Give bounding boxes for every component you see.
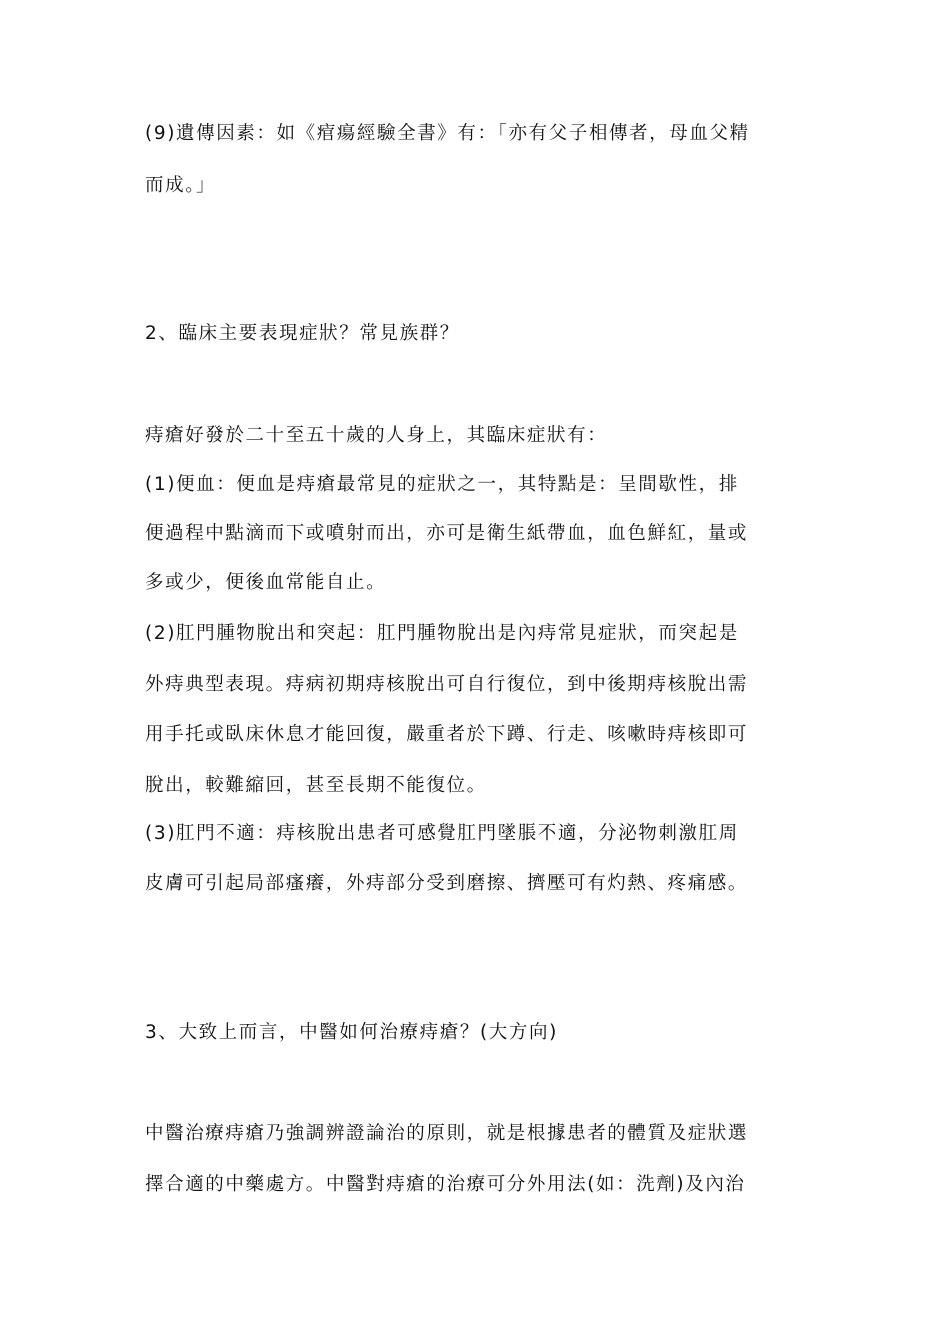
heredity-paragraph-line-1: (9)遺傳因素：如《痯瘍經驗全書》有：「亦有父子相傳者，母血父精 [145,123,750,144]
prolapse-paragraph-line-3: 用手托或臥床休息才能回復，嚴重者於下蹲、行走、咳嗽時痔核即可 [145,724,749,745]
treatment-paragraph-line-2: 擇合適的中藥處方。中醫對痔瘡的治療可分外用法(如：洗劑)及內治 [145,1174,746,1195]
treatment-paragraph-line-1: 中醫治療痔瘡乃強調辨證論治的原則，就是根據患者的體質及症狀選 [145,1123,749,1144]
bleeding-paragraph-line-2: 便過程中點滴而下或噴射而出，亦可是衛生紙帶血，血色鮮紅，量或 [145,523,749,544]
prolapse-paragraph-line-2: 外痔典型表現。痔病初期痔核脫出可自行復位，到中後期痔核脫出需 [145,674,749,695]
symptoms-intro: 痔瘡好發於二十至五十歲的人身上，其臨床症狀有： [145,425,608,446]
prolapse-paragraph-line-4: 脫出，較難縮回，甚至長期不能復位。 [145,775,487,796]
bleeding-paragraph-line-1: (1)便血：便血是痔瘡最常見的症狀之一，其特點是：呈間歇性，排 [145,474,739,495]
discomfort-paragraph-line-1: (3)肛門不適：痔核脫出患者可感覺肛門墜脹不適，分泌物刺激肛周 [145,823,739,844]
discomfort-paragraph-line-2: 皮膚可引起局部瘙癢，外痔部分受到磨擦、擠壓可有灼熱、疼痛感。 [145,873,749,894]
section-3-heading: 3、大致上而言，中醫如何治療痔瘡？(大方向) [145,1022,558,1043]
section-2-heading: 2、臨床主要表現症狀？常見族群？ [145,323,460,344]
bleeding-paragraph-line-3: 多或少，便後血常能自止。 [145,572,387,593]
heredity-paragraph-line-2: 而成。」 [145,175,217,196]
prolapse-paragraph-line-1: (2)肛門腫物脫出和突起：肛門腫物脫出是內痔常見症狀，而突起是 [145,623,739,644]
